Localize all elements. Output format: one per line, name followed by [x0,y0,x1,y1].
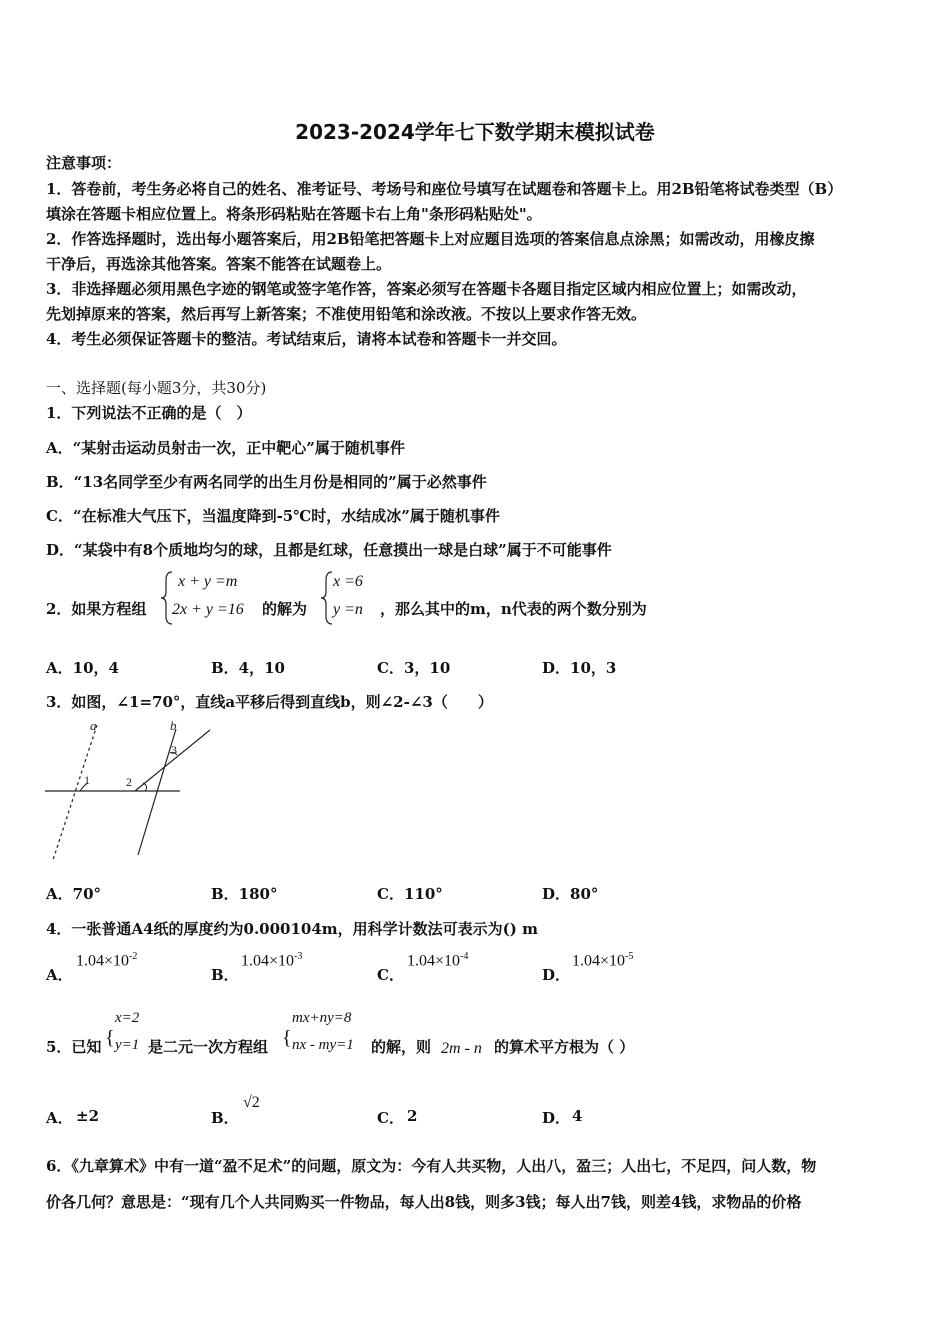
question-5-option-a-letter: A． [46,1109,73,1127]
question-2-mid: 的解为 [262,600,308,618]
question-5-mid-1: 是二元一次方程组 [148,1038,269,1056]
question-5-option-b-letter: B． [211,1109,239,1127]
question-3-stem: 3．如图，∠1=70°，直线a平移后得到直线b，则∠2-∠3（ ） [46,693,493,711]
question-2-option-b: B．4，10 [211,659,285,677]
question-5-option-c-value: 2 [407,1107,418,1125]
question-3-figure [40,715,230,865]
question-1-option-d: D．“某袋中有8个质地均匀的球，且都是红球，任意摸出一球是白球”属于不可能事件 [46,541,612,559]
question-2-solution-1: x =6 [333,573,363,590]
question-4-option-c-letter: C． [377,966,404,984]
question-5-condition-2: y=1 [115,1037,140,1053]
question-5-condition-1: x=2 [115,1010,140,1026]
question-1-stem: 1．下列说法不正确的是（ ） [46,404,252,422]
question-5-option-b-value: √2 [243,1094,260,1111]
question-5-equation-1: mx+ny=8 [292,1010,352,1026]
notice-line: 3．非选择题必须用黑色字迹的钢笔或签字笔作答，答案必须写在答题卡各题目指定区域内相应位置上；如需改动， [46,280,807,298]
question-6-line-1: 6．《九章算术》中有一道“盈不足术”的问题，原文为：今有人共买物，人出八，盈三；人出七，不足四，问人数，物 [46,1157,817,1175]
question-5-option-d-letter: D． [542,1109,571,1127]
notice-line: 先划掉原来的答案，然后再写上新答案；不准使用铅笔和涂改液。不按以上要求作答无效。 [46,305,647,323]
question-2-option-a: A．10，4 [46,659,119,677]
brace-icon: { [105,1027,115,1049]
question-4-option-d-value: $1.04\times 10^{-5}$ [572,951,634,970]
question-4-option-b-value: $1.04\times 10^{-3}$ [241,951,303,970]
question-4-option-c-value: $1.04\times 10^{-4}$ [407,951,469,970]
notice-line: 1．答卷前，考生务必将自己的姓名、准考证号、考场号和座位号填写在试题卷和答题卡上。用2B铅笔将试卷类型（B） [46,180,843,198]
question-5-option-c-letter: C． [377,1109,404,1127]
question-3-option-b: B．180° [211,885,278,903]
question-1-option-c: C．“在标准大气压下，当温度降到-5℃时，水结成冰”属于随机事件 [46,507,500,525]
question-2-option-d: D．10，3 [542,659,617,677]
line-a [53,725,97,860]
label-angle-1: 1 [84,773,90,787]
label-angle-2: 2 [126,775,132,789]
notice-heading: 注意事项： [46,154,122,172]
question-2-prefix: 2．如果方程组 [46,600,147,618]
label-angle-3: 3 [171,743,177,757]
section-heading: 一、选择题(每小题3分，共30分) [46,379,267,397]
notice-line: 2．作答选择题时，选出每小题答案后，用2B铅笔把答题卡上对应题目选项的答案信息点涂黑；如需改动，用橡皮擦 [46,230,815,248]
question-4-option-a-letter: A． [46,966,73,984]
notice-line: 填涂在答题卡相应位置上。将条形码粘贴在答题卡右上角"条形码粘贴处"。 [46,205,542,223]
question-3-option-a: A．70° [46,885,102,903]
question-5-mid-2: 的解，则 [371,1038,432,1056]
question-2-option-c: C．3，10 [377,659,451,677]
page-title: 2023-2024学年七下数学期末模拟试卷 [295,120,655,144]
question-3-option-c: C．110° [377,885,443,903]
question-5-prefix: 5．已知 [46,1038,102,1056]
question-2-solution-2: y =n [333,601,363,618]
question-5-option-d-value: 4 [572,1107,583,1125]
notice-line: 4．考生必须保证答题卡的整洁。考试结束后，请将本试卷和答题卡一并交回。 [46,330,567,348]
question-6-line-2: 价各几何？意思是：“现有几个人共同购买一件物品，每人出8钱，则多3钱；每人出7钱，则差4钱，求物品的价格 [46,1193,802,1211]
question-3-option-d: D．80° [542,885,599,903]
question-4-option-d-letter: D． [542,966,571,984]
label-a: a [90,718,97,733]
label-b: b [170,718,177,733]
question-4-option-b-letter: B． [211,966,239,984]
question-2-equation-1: x + y =m [178,573,238,590]
question-2-equation-2: 2x + y =16 [172,601,244,618]
question-5-expression: 2m - n [441,1040,482,1057]
brace-icon: { [282,1027,292,1049]
notice-line: 干净后，再选涂其他答案。答案不能答在试题卷上。 [46,255,392,273]
question-4-stem: 4．一张普通A4纸的厚度约为0.000104m，用科学计数法可表示为() m [46,920,538,938]
question-1-option-a: A．“某射击运动员射击一次，正中靶心”属于随机事件 [46,439,405,457]
brace-icon [320,570,334,626]
question-4-option-a-value: $1.04\times 10^{-2}$ [76,951,138,970]
question-1-option-b: B．“13名同学至少有两名同学的出生月份是相同的”属于必然事件 [46,473,487,491]
question-5-equation-2: nx - my=1 [292,1037,354,1053]
question-2-suffix: ，那么其中的m，n代表的两个数分别为 [380,600,647,618]
question-5-option-a-value: ±2 [76,1107,100,1125]
question-5-suffix: 的算术平方根为（ ） [494,1038,635,1056]
